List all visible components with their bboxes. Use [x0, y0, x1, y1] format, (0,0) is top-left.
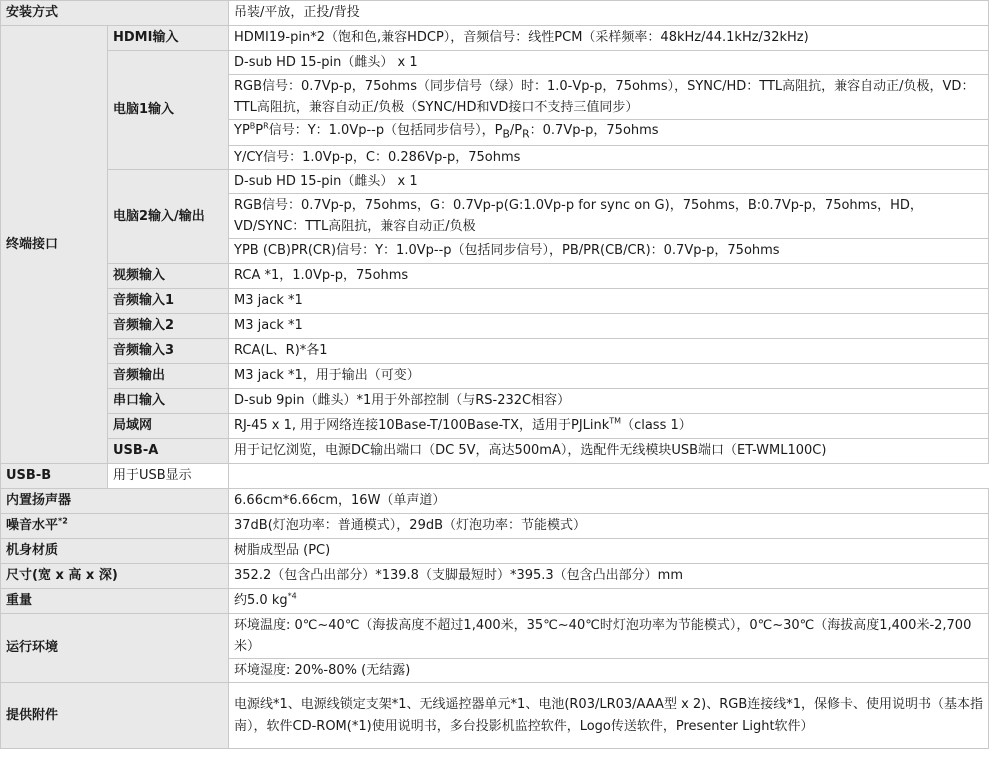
- row-mount: [1, 1, 989, 26]
- value-env-2: 环境湿度: 20%-80% (无结露): [229, 659, 989, 683]
- value-pc1-2: RGB信号：0.7Vp-p，75ohms（同步信号（绿）时：1.0-Vp-p，75ohms），SYNC/HD：TTL高阻抗，兼容自动正/负极，VD：TTL高阻抗，兼容自动正/负极（SYNC/HD和VD接口不支持三值同步）: [229, 75, 989, 120]
- row-usbb: [1, 464, 989, 489]
- row-weight: [1, 589, 989, 614]
- value-pc1-4: Y/CY信号：1.0Vp-p，C：0.286Vp-p，75ohms: [229, 146, 989, 170]
- value-noise: 37dB(灯泡功率：普通模式），29dB（灯泡功率：节能模式）: [229, 514, 989, 539]
- value-usba: 用于记忆浏览，电源DC输出端口（DC 5V，高达500mA），选配件无线模块USB端口（ET-WML100C): [229, 439, 989, 464]
- value-audio2: M3 jack *1: [229, 314, 989, 339]
- value-hdmi: HDMI19-pin*2（饱和色,兼容HDCP），音频信号：线性PCM（采样频率：48kHz/44.1kHz/32kHz): [229, 26, 989, 51]
- trademark-mark: TM: [609, 417, 622, 427]
- value-serial: D-sub 9pin（雌头）*1用于外部控制（与RS-232C相容）: [229, 389, 989, 414]
- row-audio3: [1, 339, 989, 364]
- label-lan: 局域网: [108, 414, 229, 439]
- row-hdmi: [1, 26, 989, 51]
- label-material: 机身材质: [1, 539, 229, 564]
- value-pc2-2: RGB信号：0.7Vp-p，75ohms，G：0.7Vp-p(G:1.0Vp-p for sync on G)，75ohms，B:0.7Vp-p，75ohms，HD，VD/SYNC：TTL高阻抗，兼容自动正/负极: [229, 194, 989, 239]
- label-serial: 串口输入: [108, 389, 229, 414]
- value-env-1: 环境温度: 0℃~40℃（海拔高度不超过1,400米，35℃~40℃时灯泡功率为节能模式），0℃~30℃（海拔高度1,400米-2,700米）: [229, 614, 989, 659]
- label-audio2: 音频输入2: [108, 314, 229, 339]
- label-audio3: 音频输入3: [108, 339, 229, 364]
- row-lan: [1, 414, 989, 439]
- label-usbb: USB-B: [1, 464, 108, 489]
- label-hdmi: HDMI输入: [108, 26, 229, 51]
- row-usba: [1, 439, 989, 464]
- label-mount: 安装方式: [1, 1, 229, 26]
- value-video: RCA *1，1.0Vp-p，75ohms: [229, 264, 989, 289]
- value-pc2-3: YPB (CB)PR(CR)信号：Y：1.0Vp--p（包括同步信号），PB/PR(CB/CR)：0.7Vp-p，75ohms: [229, 239, 989, 264]
- row-noise: [1, 514, 989, 539]
- row-env-1: [1, 614, 989, 659]
- row-size: [1, 564, 989, 589]
- label-speaker: 内置扬声器: [1, 489, 229, 514]
- value-audio3: RCA(L、R)*各1: [229, 339, 989, 364]
- value-accessories: 电源线*1、电源线锁定支架*1、无线遥控器单元*1、电池(R03/LR03/AAA型 x 2)、RGB连接线*1，保修卡、使用说明书（基本指南），软件CD-ROM(*1)使用说明书，多台投影机监控软件，Logo传送软件，Presenter Light软件）: [229, 683, 989, 749]
- row-accessories: [1, 683, 989, 749]
- row-audioout: [1, 364, 989, 389]
- row-serial: [1, 389, 989, 414]
- value-audioout: M3 jack *1，用于输出（可变）: [229, 364, 989, 389]
- row-material: [1, 539, 989, 564]
- label-pc1: 电脑1输入: [108, 51, 229, 170]
- label-weight: 重量: [1, 589, 229, 614]
- value-speaker: 6.66cm*6.66cm，16W（单声道）: [229, 489, 989, 514]
- row-audio2: [1, 314, 989, 339]
- value-weight: 约5.0 $kg^{*4}$: [229, 589, 989, 614]
- label-audioout: 音频输出: [108, 364, 229, 389]
- label-video: 视频输入: [108, 264, 229, 289]
- row-speaker: [1, 489, 989, 514]
- value-mount: 吊装/平放，正投/背投: [229, 1, 989, 26]
- row-video: [1, 264, 989, 289]
- row-pc2-1: [1, 170, 989, 194]
- label-env: 运行环境: [1, 614, 229, 683]
- value-size: 352.2（包含凸出部分）*139.8（支脚最短时）*395.3（包含凸出部分）mm: [229, 564, 989, 589]
- value-pc1-3: $YP^BP^R$信号：Y：1.0Vp--p（包括同步信号），$P_B/P_R$：0.7Vp-p，75ohms: [229, 120, 989, 146]
- row-pc1-1: [1, 51, 989, 75]
- value-audio1: M3 jack *1: [229, 289, 989, 314]
- label-accessories: 提供附件: [1, 683, 229, 749]
- label-audio1: 音频输入1: [108, 289, 229, 314]
- value-pc2-1: D-sub HD 15-pin（雌头） x 1: [229, 170, 989, 194]
- value-pc1-1: D-sub HD 15-pin（雌头） x 1: [229, 51, 989, 75]
- label-size: 尺寸(宽 x 高 x 深): [1, 564, 229, 589]
- row-audio1: [1, 289, 989, 314]
- label-pc2: 电脑2输入/输出: [108, 170, 229, 264]
- value-usbb: 用于USB显示: [108, 464, 229, 489]
- value-material: 树脂成型品 (PC): [229, 539, 989, 564]
- label-usba: USB-A: [108, 439, 229, 464]
- label-terminals: 终端接口: [1, 26, 108, 464]
- value-lan: RJ-45 x 1, 用于网络连接10Base-T/100Base-TX，适用于PJLink™（class 1）: [229, 414, 989, 439]
- label-noise: 噪音水平$^{*2}$: [1, 514, 229, 539]
